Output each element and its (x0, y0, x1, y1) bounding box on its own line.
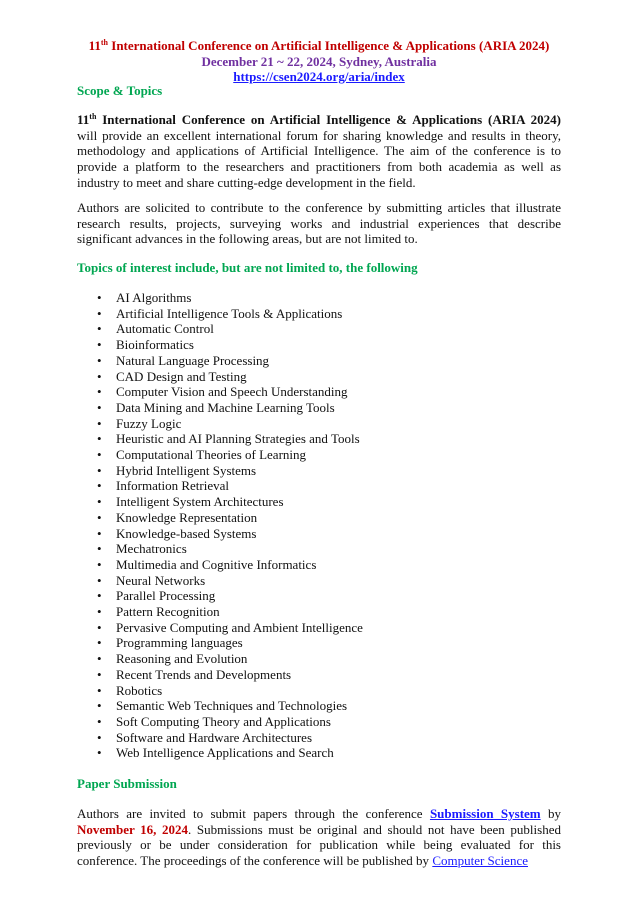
submission-system-link[interactable]: Submission System (429, 806, 541, 821)
topic-item: • Semantic Web Techniques and Technologies (97, 698, 363, 714)
conference-header (0, 38, 638, 85)
topic-item: • Neural Networks (97, 573, 363, 589)
topic-item: • Automatic Control (97, 321, 363, 337)
topic-item: • Fuzzy Logic (97, 416, 363, 432)
topic-item: • Mechatronics (97, 541, 363, 557)
topic-item: • Artificial Intelligence Tools & Applications (97, 306, 363, 322)
conference-dates-location: December 21 ~ 22, 2024, Sydney, Australia (201, 53, 437, 69)
topic-item: • Hybrid Intelligent Systems (97, 463, 363, 479)
topic-item: • AI Algorithms (97, 290, 363, 306)
topic-item: • Computer Vision and Speech Understanding (97, 384, 363, 400)
submission-paragraph: Authors are invited to submit papers through the conference Submission System by November 16, 2024. Submissions must be original and should not have been published previously or be under consideration for publication while being evaluated for this conference. The proceedings of the conference will be published by Computer Science (77, 806, 562, 869)
topic-item: • Pattern Recognition (97, 604, 363, 620)
topic-item: • Robotics (97, 683, 363, 699)
scope-heading: Scope & Topics (77, 83, 163, 98)
topic-item: • Pervasive Computing and Ambient Intelligence (97, 620, 363, 636)
scope-section (77, 83, 561, 99)
topic-item: • Knowledge Representation (97, 510, 363, 526)
topic-item: • Recent Trends and Developments (97, 667, 363, 683)
topic-item: • Natural Language Processing (97, 353, 363, 369)
topics-heading: Topics of interest include, but are not limited to, the following (77, 260, 418, 275)
topic-item: • Bioinformatics (97, 337, 363, 353)
topic-item: • Information Retrieval (97, 478, 363, 494)
topic-item: • Software and Hardware Architectures (97, 730, 363, 746)
scope-paragraph-1: 11th International Conference on Artificial Intelligence & Applications (ARIA 2024) will provide an excellent international forum for sharing knowledge and results in theory, methodology and applications of Artificial Intelligence. The aim of the conference is to provide a platform to the researchers and practitioners from both academia as well as industry to meet and share cutting-edge development in the field. (77, 112, 561, 190)
submission-deadline: November 16, 2024 (77, 821, 189, 837)
conference-name-inline: 11th International Conference on Artificial Intelligence & Applications (ARIA 2024) (77, 112, 561, 127)
conference-title: 11th International Conference on Artificial Intelligence & Applications (ARIA 2024) (88, 38, 550, 53)
topics-list (97, 290, 363, 761)
topics-heading-block (77, 260, 561, 276)
topic-item: • Knowledge-based Systems (97, 526, 363, 542)
topic-item: • Intelligent System Architectures (97, 494, 363, 510)
submission-heading-block (77, 776, 561, 792)
conference-url-link[interactable]: https://csen2024.org/aria/index (233, 69, 405, 84)
topic-item: • CAD Design and Testing (97, 369, 363, 385)
scope-paragraph-2: Authors are solicited to contribute to the conference by submitting articles that illustrate research results, projects, surveying works and industrial experiences that describe significant advances in the following areas, but are not limited to. (77, 200, 561, 247)
topic-item: • Computational Theories of Learning (97, 447, 363, 463)
topic-item: • Reasoning and Evolution (97, 651, 363, 667)
topic-item: • Heuristic and AI Planning Strategies and Tools (97, 431, 363, 447)
topic-item: • Web Intelligence Applications and Search (97, 745, 363, 761)
topic-item: • Programming languages (97, 635, 363, 651)
publisher-link[interactable]: Computer Science (432, 853, 528, 869)
topic-item: • Data Mining and Machine Learning Tools (97, 400, 363, 416)
topic-item: • Soft Computing Theory and Applications (97, 714, 363, 730)
submission-heading: Paper Submission (77, 776, 177, 791)
topic-item: • Multimedia and Cognitive Informatics (97, 557, 363, 573)
topic-item: • Parallel Processing (97, 588, 363, 604)
